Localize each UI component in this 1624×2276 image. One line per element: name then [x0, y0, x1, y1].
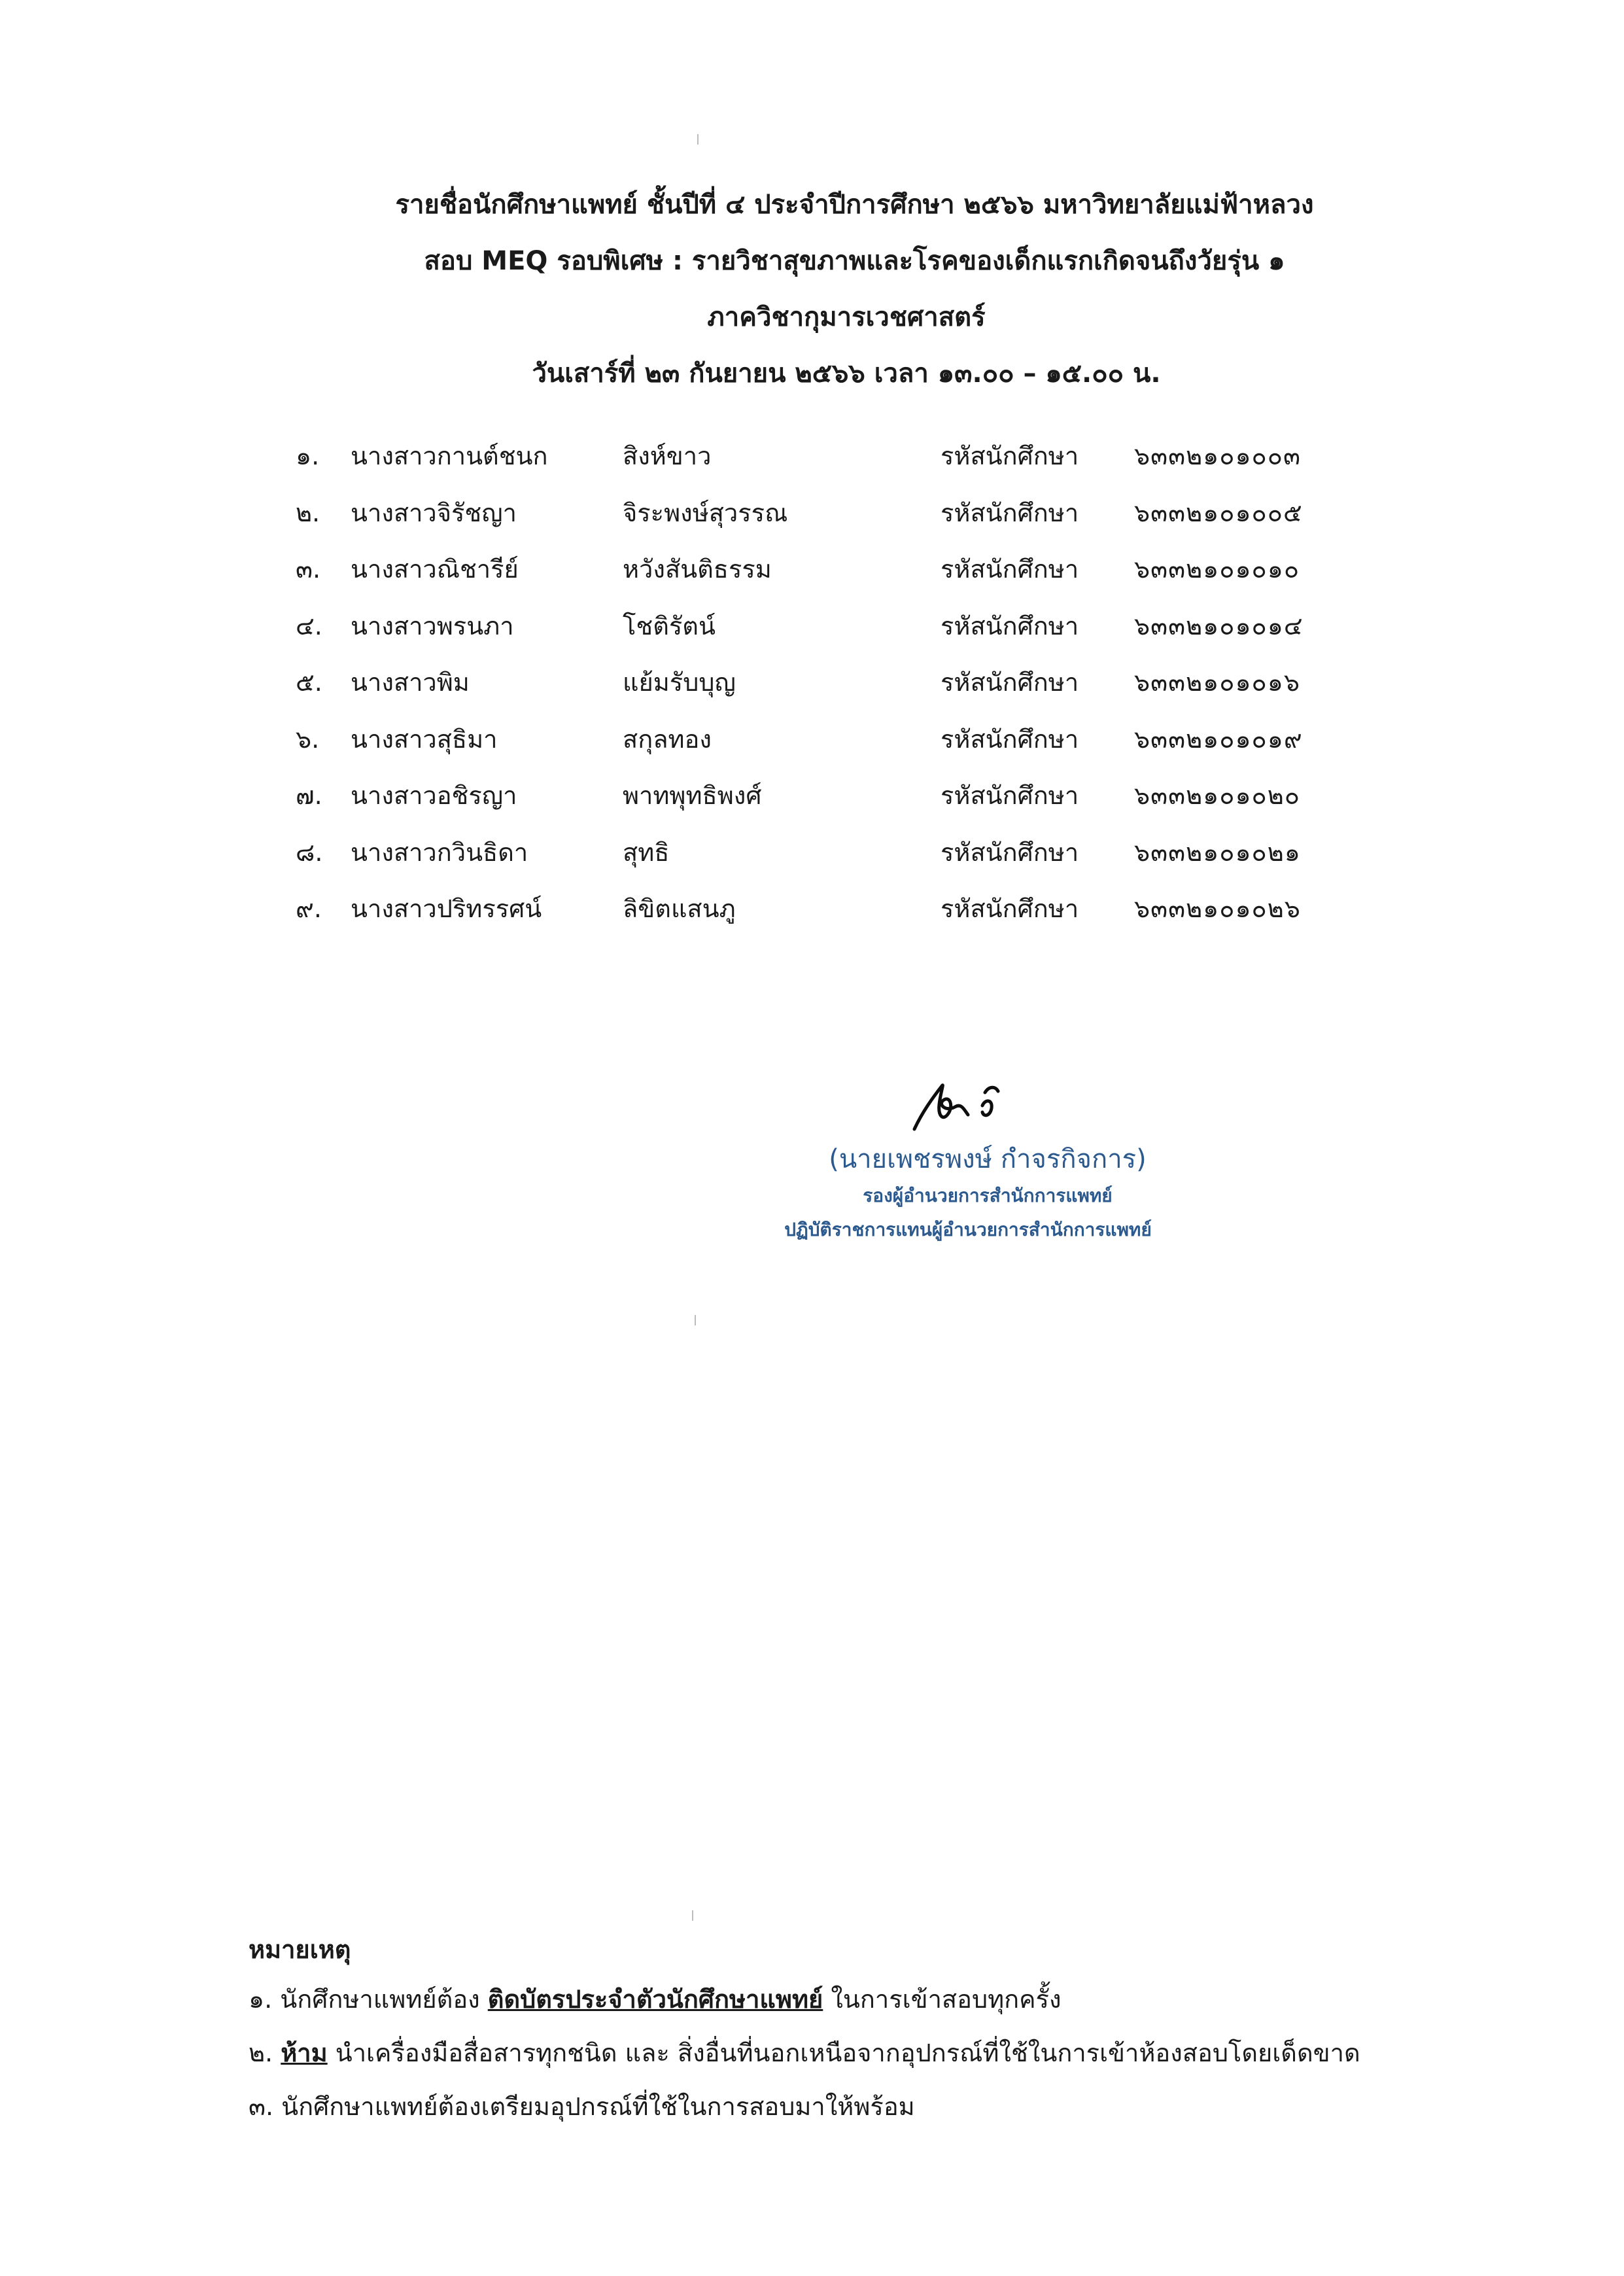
student-last-name: สกุลทอง: [623, 724, 712, 754]
student-id: ๖๓๓๒๑๐๑๐๑๔: [1134, 611, 1304, 640]
header-exam: สอบ MEQ รอบพิเศษ : รายวิชาสุขภาพและโรคของเด็กแรกเกิดจนถึงวัยรุ่น ๑: [424, 246, 1285, 276]
row-number: ๓.: [296, 555, 321, 584]
student-id-label: รหัสนักศึกษา: [941, 668, 1079, 697]
signatory-name: (นายเพชรพงษ์ กำจรกิจการ): [829, 1144, 1147, 1174]
student-last-name: หวังสันติธรรม: [623, 555, 772, 584]
header-title: รายชื่อนักศึกษาแพทย์ ชั้นปีที่ ๔ ประจำปีการศึกษา ๒๕๖๖ มหาวิทยาลัยแม่ฟ้าหลวง: [395, 190, 1314, 220]
student-last-name: พาทพุทธิพงศ์: [623, 781, 762, 810]
student-id: ๖๓๓๒๑๐๑๐๒๐: [1134, 781, 1300, 810]
row-number: ๘.: [296, 837, 323, 867]
list-item: [0, 709, 1624, 765]
note-text: ๑. นักศึกษาแพทย์ต้อง: [249, 1985, 488, 2014]
list-item: [0, 822, 1624, 879]
signature-stroke-icon: [903, 1066, 1033, 1138]
document-header: [0, 177, 1624, 402]
note-text: นำเครื่องมือสื่อสารทุกชนิด และ สิ่งอื่นที่นอกเหนือจากอุปกรณ์ที่ใช้ในการเข้าห้องสอบโดยเด็ดขาด: [327, 2039, 1360, 2067]
signatory-acting-title: ปฏิบัติราชการแทนผู้อำนวยการสำนักการแพทย์: [784, 1219, 1152, 1240]
student-id-label: รหัสนักศึกษา: [941, 442, 1079, 470]
note-text: ๒.: [249, 2039, 281, 2067]
row-number: ๙.: [296, 894, 322, 923]
student-first-name: นางสาวกานต์ชนก: [351, 442, 548, 470]
student-id-label: รหัสนักศึกษา: [941, 837, 1079, 867]
student-first-name: นางสาวสุธิมา: [351, 724, 498, 754]
handwritten-signature: [759, 1066, 1217, 1138]
student-last-name: จิระพงษ์สุวรรณ: [623, 498, 788, 527]
note-item: ๓. นักศึกษาแพทย์ต้องเตรียมอุปกรณ์ที่ใช้ในการสอบมาให้พร้อม: [249, 2092, 915, 2121]
student-id: ๖๓๓๒๑๐๑๐๐๕: [1134, 498, 1303, 527]
notes-title: หมายเหตุ: [249, 1935, 351, 1964]
list-item: [0, 595, 1624, 652]
list-item: [0, 482, 1624, 539]
student-id-label: รหัสนักศึกษา: [941, 894, 1079, 923]
student-id: ๖๓๓๒๑๐๑๐๑๖: [1134, 668, 1300, 697]
student-last-name: โชติรัตน์: [623, 611, 716, 640]
note-emphasis: ติดบัตรประจำตัวนักศึกษาแพทย์: [487, 1985, 823, 2014]
student-first-name: นางสาวจิรัชญา: [351, 498, 517, 527]
row-number: ๒.: [296, 498, 320, 527]
row-number: ๖.: [296, 724, 320, 754]
header-department: ภาควิชากุมารเวชศาสตร์: [707, 302, 986, 332]
student-id-label: รหัสนักศึกษา: [941, 555, 1079, 584]
list-item: [0, 765, 1624, 822]
student-id-label: รหัสนักศึกษา: [941, 611, 1079, 640]
student-id: ๖๓๓๒๑๐๑๐๒๑: [1134, 837, 1301, 867]
row-number: ๔.: [296, 611, 322, 640]
notes-section: [249, 1927, 1491, 2133]
student-id-label: รหัสนักศึกษา: [941, 724, 1079, 754]
list-item: [0, 538, 1624, 595]
student-first-name: นางสาวณิชารีย์: [351, 555, 519, 584]
list-item: [0, 878, 1624, 935]
note-emphasis: ห้าม: [281, 2039, 328, 2067]
signatory-title: รองผู้อำนวยการสำนักการแพทย์: [863, 1185, 1113, 1206]
row-number: ๕.: [296, 668, 322, 697]
list-item: [0, 425, 1624, 482]
student-first-name: นางสาวพรนภา: [351, 611, 514, 640]
student-first-name: นางสาวกวินธิดา: [351, 837, 528, 867]
signature-block: [759, 1066, 1217, 1247]
scan-mark: [695, 1315, 696, 1325]
student-list: [0, 425, 1624, 935]
student-id: ๖๓๓๒๑๐๑๐๑๙: [1134, 724, 1303, 754]
row-number: ๑.: [296, 442, 320, 470]
note-text: ในการเข้าสอบทุกครั้ง: [823, 1985, 1062, 2014]
student-id: ๖๓๓๒๑๐๑๐๐๓: [1134, 442, 1301, 470]
student-last-name: สิงห์ขาว: [623, 442, 712, 470]
student-id: ๖๓๓๒๑๐๑๐๑๐: [1134, 555, 1300, 584]
note-item: [249, 1972, 1491, 2026]
header-datetime: วันเสาร์ที่ ๒๓ กันยายน ๒๕๖๖ เวลา ๑๓.๐๐ – ๑๕.๐๐ น.: [532, 359, 1161, 389]
student-last-name: ลิขิตแสนภู: [623, 894, 736, 923]
scan-mark: [697, 134, 699, 145]
student-last-name: แย้มรับบุญ: [623, 668, 736, 697]
student-first-name: นางสาวปริทรรศน์: [351, 894, 542, 923]
student-id: ๖๓๓๒๑๐๑๐๒๖: [1134, 894, 1301, 923]
list-item: [0, 652, 1624, 709]
student-first-name: นางสาวอชิรญา: [351, 781, 517, 810]
student-last-name: สุทธิ: [623, 837, 670, 867]
student-first-name: นางสาวพิม: [351, 668, 470, 697]
student-id-label: รหัสนักศึกษา: [941, 781, 1079, 810]
scan-mark: [692, 1910, 693, 1921]
row-number: ๗.: [296, 781, 322, 810]
note-item: [249, 2026, 1491, 2080]
student-id-label: รหัสนักศึกษา: [941, 498, 1079, 527]
